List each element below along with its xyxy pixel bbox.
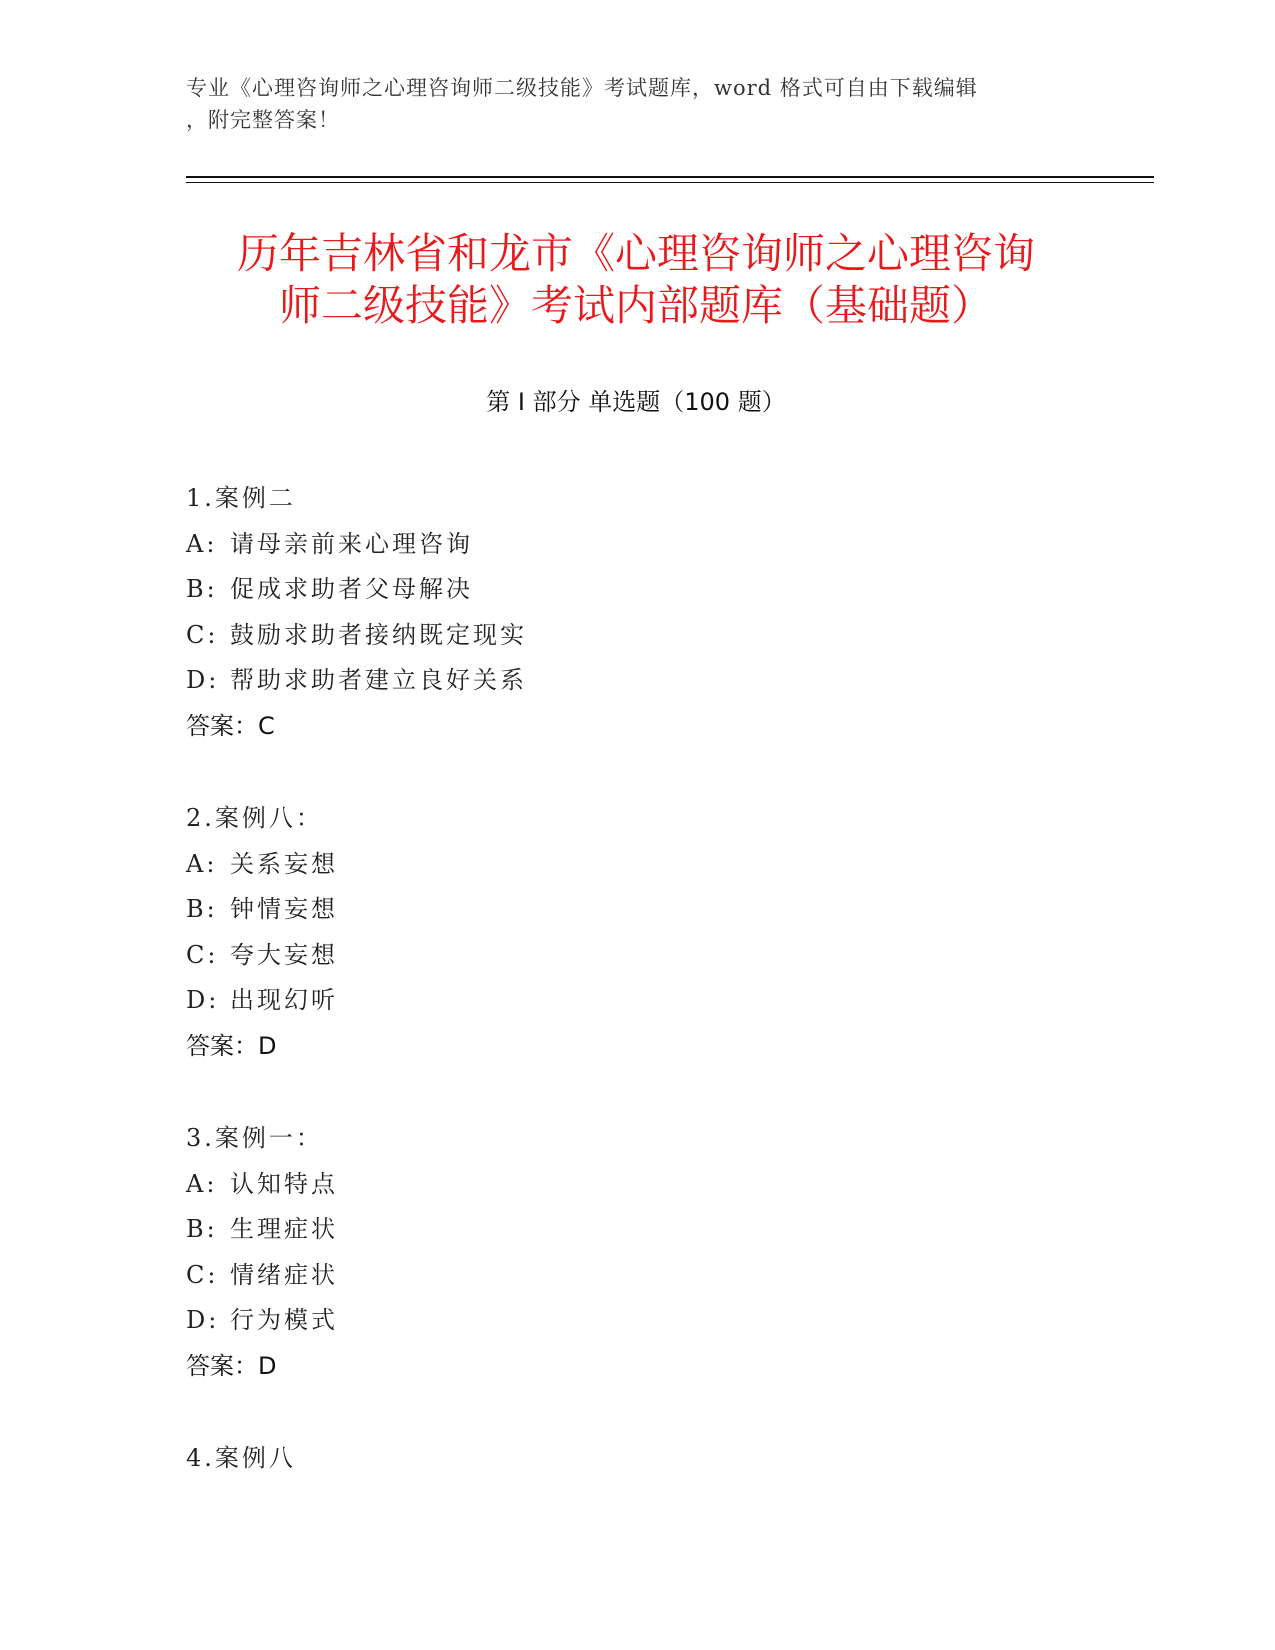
option-label: D: — [186, 1306, 220, 1334]
answer-line: 答案：C — [186, 711, 275, 740]
option-text: 生理症状 — [230, 1215, 338, 1243]
option-c — [186, 613, 1086, 659]
question-stem: 3.案例一： — [186, 1124, 323, 1152]
option-b — [186, 567, 1086, 613]
option-a — [186, 1162, 1086, 1208]
question-list — [186, 476, 1086, 1529]
option-label: D: — [186, 986, 220, 1014]
option-text: 促成求助者父母解决 — [230, 575, 473, 603]
option-text: 请母亲前来心理咨询 — [230, 529, 473, 558]
option-label: C: — [186, 620, 219, 649]
question-item — [186, 1116, 1086, 1389]
option-d — [186, 1298, 1086, 1344]
document-title-line-2: 师二级技能》考试内部题库（基础题） — [278, 281, 993, 330]
question-item — [186, 796, 1086, 1069]
document-title — [186, 228, 1086, 332]
section-title: 第 I 部分 单选题（100 题） — [486, 388, 786, 416]
question-stem: 1.案例二 — [186, 484, 296, 512]
question-item — [186, 476, 1086, 749]
document-title-line-1: 历年吉林省和龙市《心理咨询师之心理咨询 — [236, 229, 1035, 278]
option-c — [186, 1253, 1086, 1299]
option-text: 夸大妄想 — [230, 940, 338, 969]
option-text: 认知特点 — [230, 1169, 338, 1198]
option-label: A: — [186, 1169, 218, 1198]
option-label: B: — [186, 895, 218, 923]
header-note-line-2: ，附完整答案！ — [186, 108, 340, 132]
question-item — [186, 1436, 1086, 1482]
option-text: 情绪症状 — [230, 1260, 338, 1289]
option-d — [186, 978, 1086, 1024]
option-label: C: — [186, 1260, 219, 1289]
option-a — [186, 842, 1086, 888]
option-text: 钟情妄想 — [230, 895, 338, 923]
option-label: A: — [186, 529, 218, 558]
answer-line: 答案：D — [186, 1031, 277, 1060]
option-label: C: — [186, 940, 219, 969]
option-label: A: — [186, 849, 218, 878]
header-rule-thick — [186, 176, 1154, 178]
option-text: 帮助求助者建立良好关系 — [230, 666, 527, 694]
question-stem: 2.案例八： — [186, 804, 323, 832]
option-b — [186, 1207, 1086, 1253]
option-label: B: — [186, 1215, 218, 1243]
option-text: 关系妄想 — [230, 849, 338, 878]
option-text: 出现幻听 — [230, 986, 338, 1014]
header-rule-thin — [186, 182, 1154, 183]
option-label: B: — [186, 575, 218, 603]
option-text: 鼓励求助者接纳既定现实 — [230, 620, 527, 649]
option-c — [186, 933, 1086, 979]
header-note — [186, 72, 1086, 136]
option-text: 行为模式 — [230, 1306, 338, 1334]
answer-line: 答案：D — [186, 1351, 277, 1380]
option-a — [186, 522, 1086, 568]
option-label: D: — [186, 666, 220, 694]
header-note-line-1: 专业《心理咨询师之心理咨询师二级技能》考试题库，word 格式可自由下载编辑 — [186, 76, 978, 100]
question-stem: 4.案例八 — [186, 1444, 296, 1472]
option-d — [186, 658, 1086, 704]
option-b — [186, 887, 1086, 933]
